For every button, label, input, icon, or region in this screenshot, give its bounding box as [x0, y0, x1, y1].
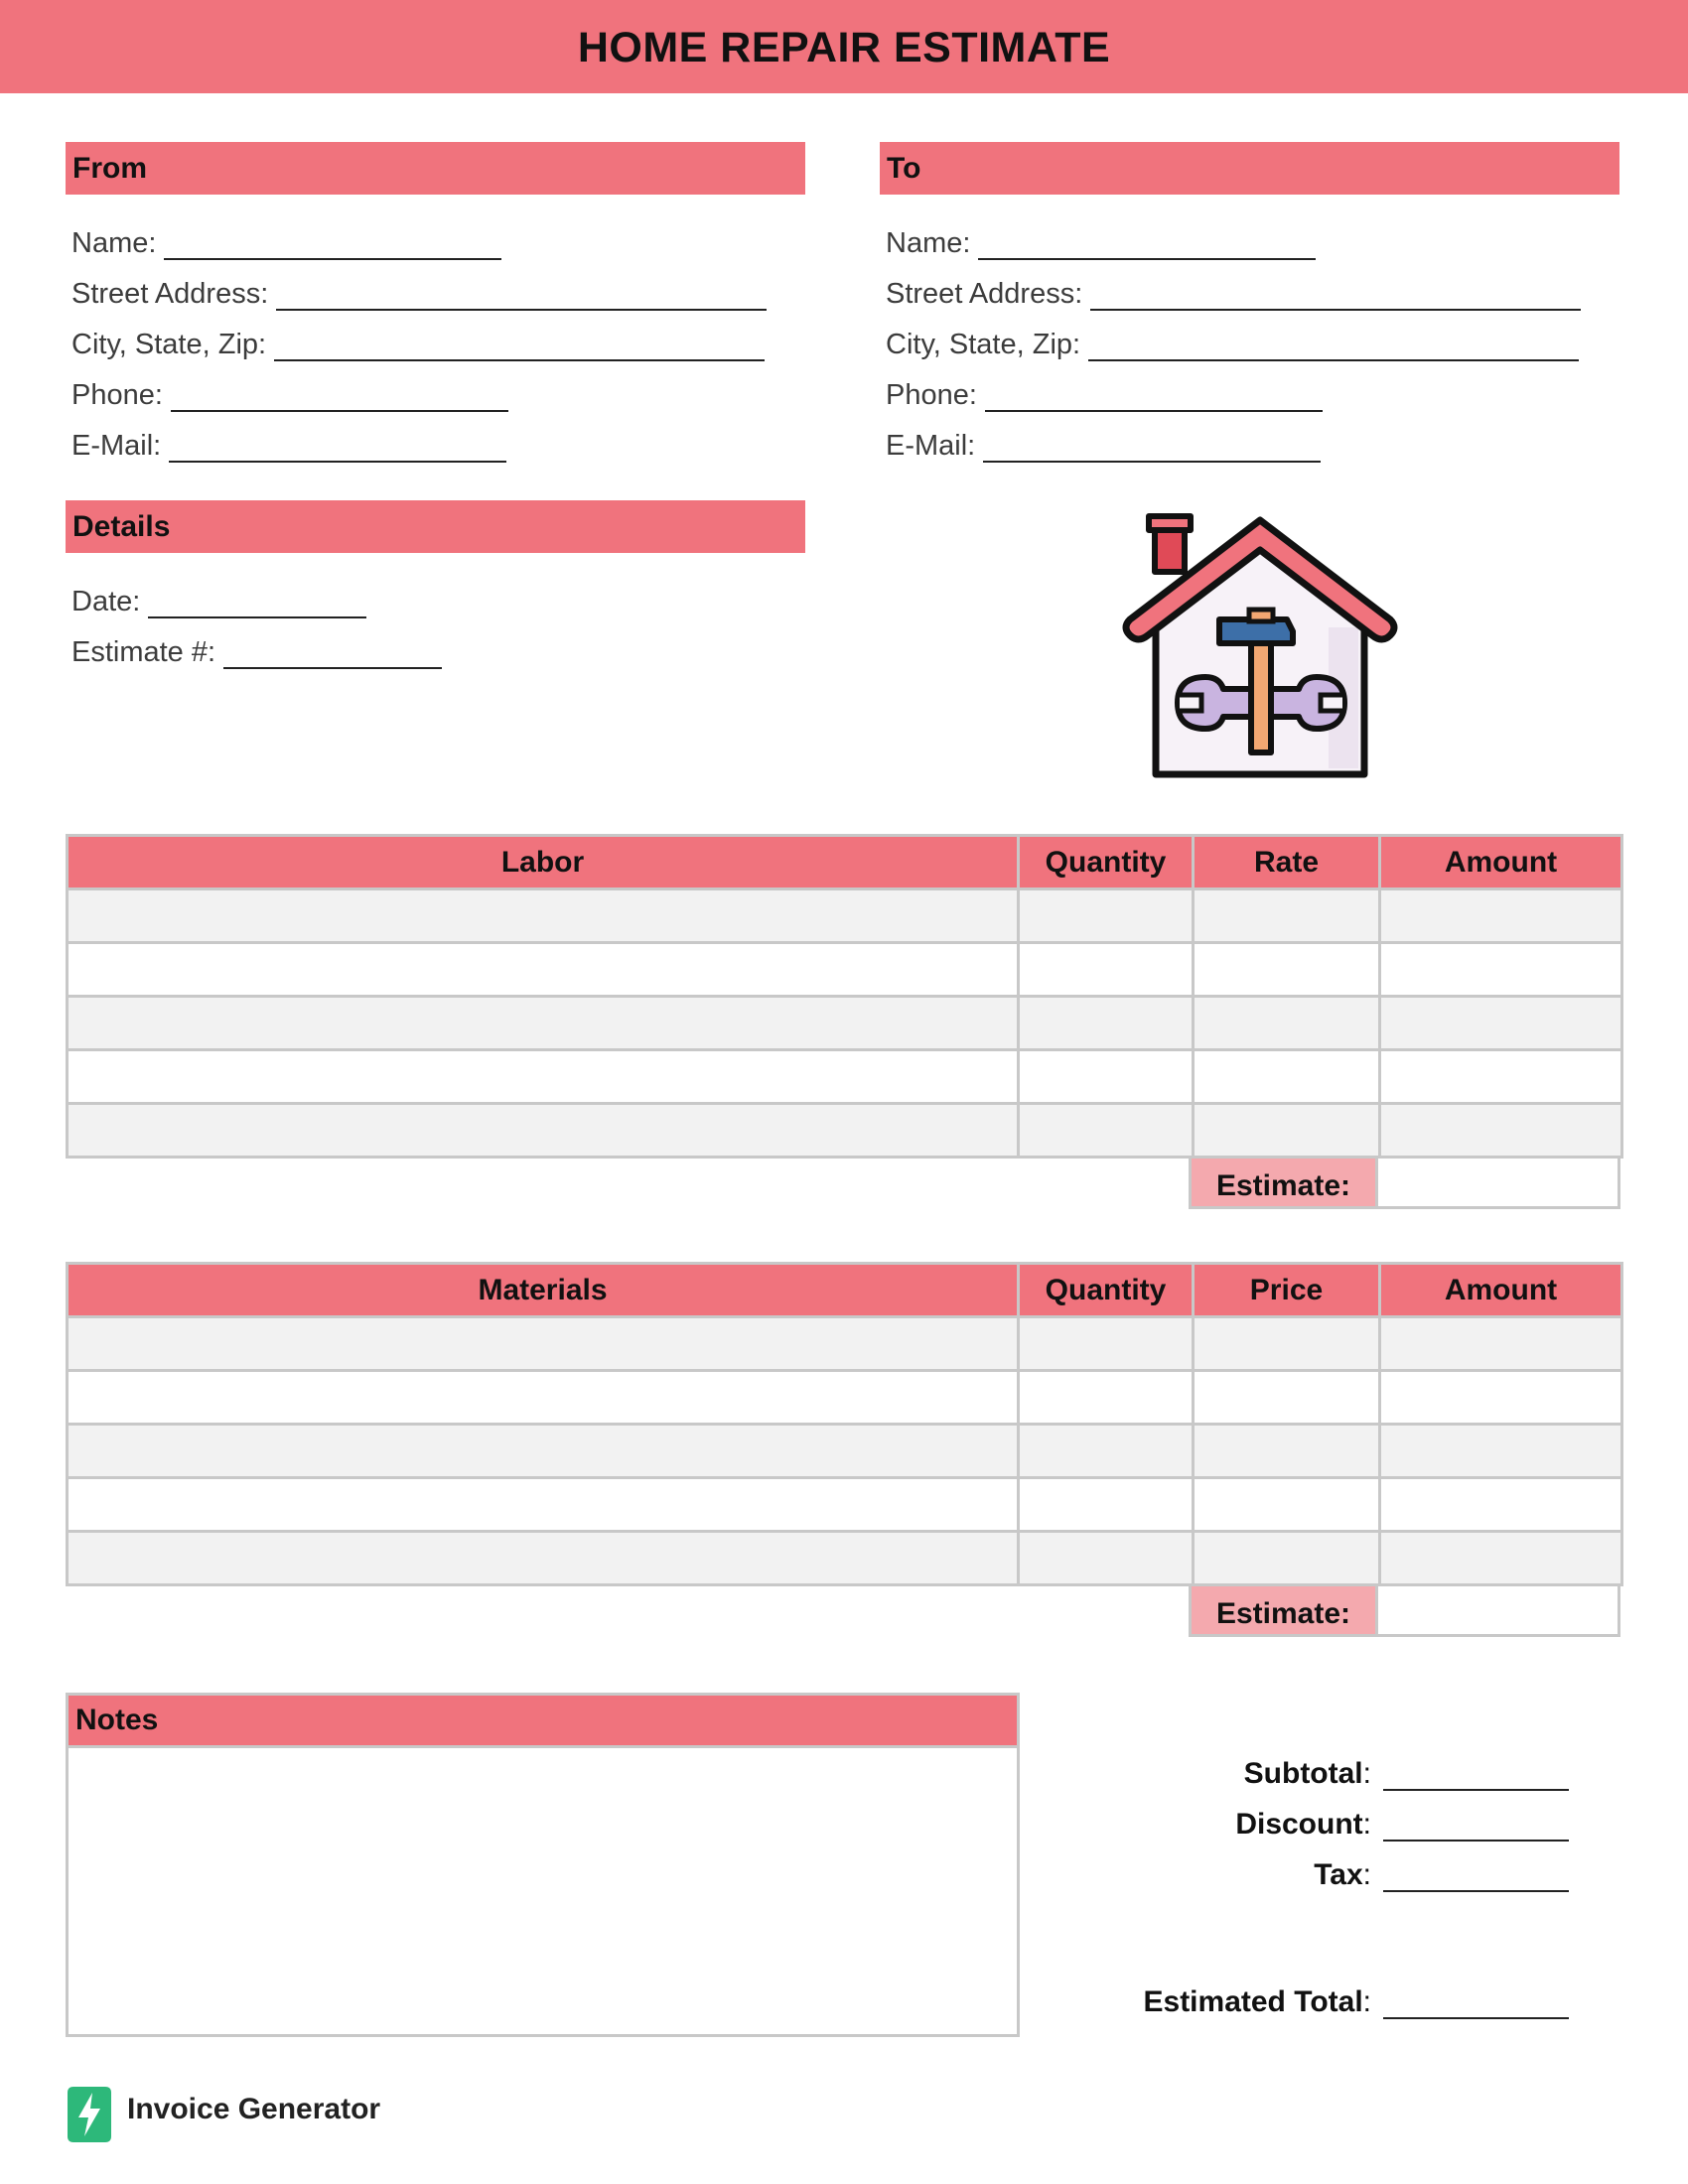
colon: : [1362, 1858, 1371, 1891]
field-label: E-Mail: [886, 430, 976, 462]
material-cell[interactable] [68, 1425, 1019, 1478]
rate-cell[interactable] [1194, 1050, 1380, 1104]
quantity-cell[interactable] [1019, 1532, 1194, 1585]
blank-line[interactable] [1090, 283, 1581, 311]
discount-label: Discount [1235, 1808, 1363, 1841]
blank-line[interactable] [169, 435, 506, 463]
quantity-cell[interactable] [1019, 889, 1194, 943]
table-row [68, 1104, 1622, 1158]
tax-row [1092, 1856, 1569, 1892]
colon: : [1362, 1985, 1371, 2018]
estimated-total-row [1072, 1983, 1569, 2019]
material-cell[interactable] [68, 1478, 1019, 1532]
table-row [68, 1425, 1622, 1478]
labor-table [66, 834, 1623, 1159]
estimated-total-value-line[interactable] [1383, 1989, 1569, 2019]
blank-line[interactable] [985, 384, 1323, 412]
materials-header-row [68, 1264, 1622, 1317]
field-label: Date: [71, 586, 141, 617]
blank-line[interactable] [978, 232, 1316, 260]
to-heading: To [880, 142, 1619, 195]
estimate-number-field[interactable] [71, 635, 442, 669]
labor-estimate-value[interactable] [1375, 1156, 1620, 1209]
labor-column-header: Labor [68, 836, 1019, 889]
to-city-field[interactable] [886, 328, 1579, 361]
blank-line[interactable] [276, 283, 767, 311]
material-cell[interactable] [68, 1532, 1019, 1585]
blank-line[interactable] [148, 591, 366, 618]
amount-cell[interactable] [1380, 1425, 1622, 1478]
material-cell[interactable] [68, 1317, 1019, 1371]
details-heading: Details [66, 500, 805, 553]
estimated-total-label: Estimated Total [1143, 1985, 1363, 2018]
field-label: Name: [886, 227, 971, 259]
colon: : [1362, 1808, 1371, 1841]
price-cell[interactable] [1194, 1317, 1380, 1371]
labor-cell[interactable] [68, 943, 1019, 997]
amount-cell[interactable] [1380, 1532, 1622, 1585]
quantity-cell[interactable] [1019, 1425, 1194, 1478]
subtotal-label: Subtotal [1243, 1757, 1363, 1790]
house-repair-icon [1120, 508, 1400, 784]
blank-line[interactable] [983, 435, 1321, 463]
tax-value-line[interactable] [1383, 1862, 1569, 1892]
notes-heading: Notes [66, 1693, 1020, 1745]
blank-line[interactable] [164, 232, 501, 260]
quantity-cell[interactable] [1019, 943, 1194, 997]
discount-value-line[interactable] [1383, 1812, 1569, 1842]
field-label: Street Address: [71, 278, 269, 310]
quantity-cell[interactable] [1019, 1478, 1194, 1532]
price-cell[interactable] [1194, 1425, 1380, 1478]
field-label: Phone: [886, 379, 977, 411]
colon: : [1362, 1757, 1371, 1790]
amount-cell[interactable] [1380, 1371, 1622, 1425]
table-row [68, 943, 1622, 997]
blank-line[interactable] [223, 641, 442, 669]
blank-line[interactable] [1088, 334, 1579, 361]
amount-cell[interactable] [1380, 1050, 1622, 1104]
from-email-field[interactable] [71, 429, 506, 463]
field-label: E-Mail: [71, 430, 162, 462]
tax-label: Tax [1314, 1858, 1363, 1891]
quantity-column-header: Quantity [1019, 836, 1194, 889]
price-cell[interactable] [1194, 1371, 1380, 1425]
quantity-column-header: Quantity [1019, 1264, 1194, 1317]
field-label: City, State, Zip: [71, 329, 267, 360]
date-field[interactable] [71, 585, 366, 618]
quantity-cell[interactable] [1019, 1050, 1194, 1104]
amount-cell[interactable] [1380, 943, 1622, 997]
from-street-field[interactable] [71, 277, 767, 311]
rate-column-header: Rate [1194, 836, 1380, 889]
to-phone-field[interactable] [886, 378, 1323, 412]
amount-cell[interactable] [1380, 1104, 1622, 1158]
rate-cell[interactable] [1194, 997, 1380, 1050]
labor-cell[interactable] [68, 1050, 1019, 1104]
rate-cell[interactable] [1194, 943, 1380, 997]
table-row [68, 1478, 1622, 1532]
amount-cell[interactable] [1380, 1478, 1622, 1532]
labor-estimate-label: Estimate: [1189, 1156, 1378, 1209]
subtotal-value-line[interactable] [1383, 1761, 1569, 1791]
material-cell[interactable] [68, 1371, 1019, 1425]
to-street-field[interactable] [886, 277, 1581, 311]
table-row [68, 889, 1622, 943]
field-label: City, State, Zip: [886, 329, 1081, 360]
price-cell[interactable] [1194, 1478, 1380, 1532]
quantity-cell[interactable] [1019, 997, 1194, 1050]
field-label: Name: [71, 227, 157, 259]
table-row [68, 1317, 1622, 1371]
labor-cell[interactable] [68, 997, 1019, 1050]
labor-cell[interactable] [68, 1104, 1019, 1158]
quantity-cell[interactable] [1019, 1104, 1194, 1158]
materials-column-header: Materials [68, 1264, 1019, 1317]
quantity-cell[interactable] [1019, 1371, 1194, 1425]
price-cell[interactable] [1194, 1532, 1380, 1585]
document-title: HOME REPAIR ESTIMATE [577, 24, 1111, 71]
to-name-field[interactable] [886, 226, 1316, 260]
from-heading: From [66, 142, 805, 195]
notes-textarea[interactable] [66, 1745, 1020, 2037]
subtotal-row [1092, 1755, 1569, 1791]
from-phone-field[interactable] [71, 378, 508, 412]
rate-cell[interactable] [1194, 889, 1380, 943]
labor-cell[interactable] [68, 889, 1019, 943]
table-row [68, 1532, 1622, 1585]
materials-table [66, 1262, 1623, 1586]
blank-line[interactable] [171, 384, 508, 412]
from-name-field[interactable] [71, 226, 501, 260]
field-label: Estimate #: [71, 636, 216, 668]
discount-row [1092, 1806, 1569, 1842]
from-city-field[interactable] [71, 328, 765, 361]
rate-cell[interactable] [1194, 1104, 1380, 1158]
amount-cell[interactable] [1380, 889, 1622, 943]
table-row [68, 997, 1622, 1050]
field-label: Street Address: [886, 278, 1083, 310]
field-label: Phone: [71, 379, 163, 411]
price-column-header: Price [1194, 1264, 1380, 1317]
footer-brand-name: Invoice Generator [127, 2093, 381, 2125]
labor-header-row [68, 836, 1622, 889]
materials-estimate-label: Estimate: [1189, 1583, 1378, 1637]
lightning-bolt-icon [68, 2087, 111, 2142]
materials-estimate-value[interactable] [1375, 1583, 1620, 1637]
blank-line[interactable] [274, 334, 765, 361]
quantity-cell[interactable] [1019, 1317, 1194, 1371]
table-row [68, 1050, 1622, 1104]
table-row [68, 1371, 1622, 1425]
to-email-field[interactable] [886, 429, 1321, 463]
amount-cell[interactable] [1380, 1317, 1622, 1371]
amount-cell[interactable] [1380, 997, 1622, 1050]
amount-column-header: Amount [1380, 836, 1622, 889]
amount-column-header: Amount [1380, 1264, 1622, 1317]
